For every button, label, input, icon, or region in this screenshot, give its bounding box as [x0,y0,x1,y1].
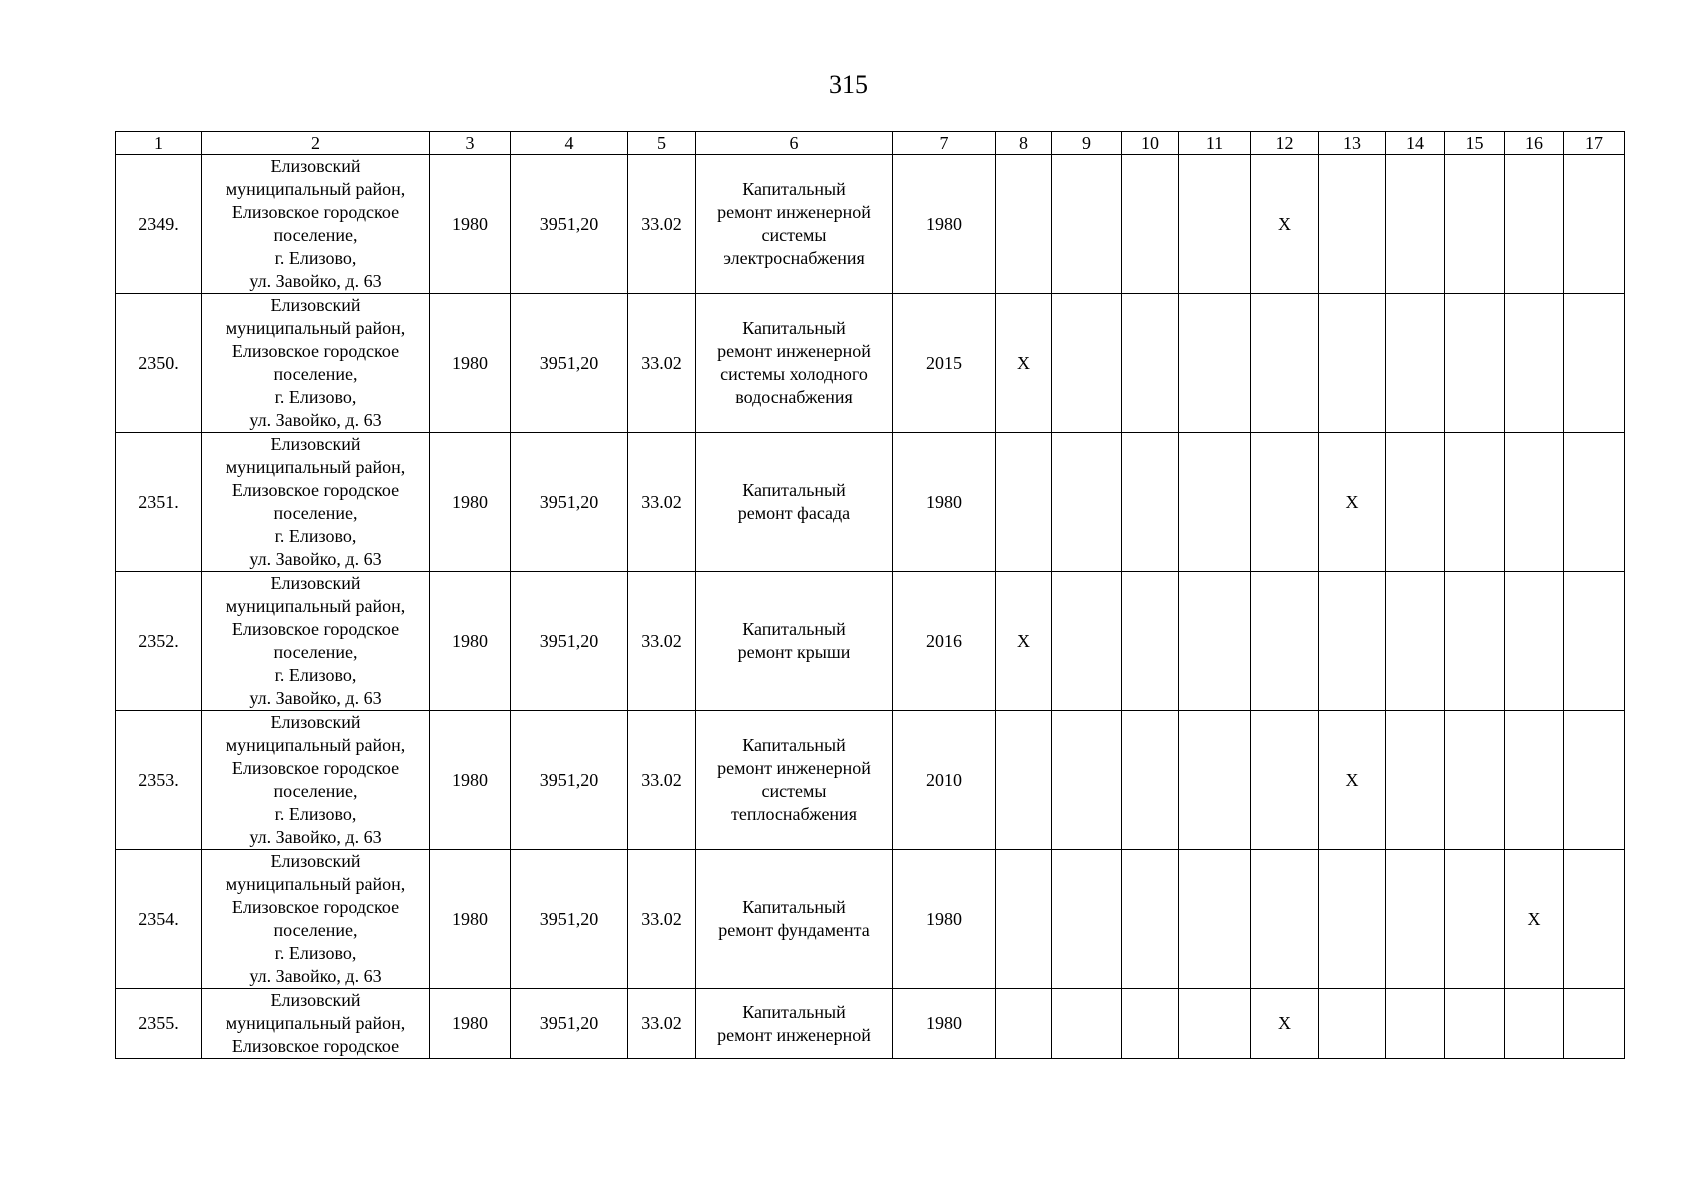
work-type-cell [696,294,893,433]
period-mark-cell [1179,989,1251,1059]
address-line: Елизовское городское [231,758,400,778]
period-mark-cell [1505,155,1564,294]
code-cell: 33.02 [628,572,696,711]
code-cell: 33.02 [628,155,696,294]
period-mark-cell [1505,989,1564,1059]
address-line: Елизовское городское [231,1036,400,1056]
period-mark-cell [1319,850,1386,989]
column-number: 1 [116,132,202,155]
period-mark-cell [1564,155,1625,294]
address-line: Елизовское городское [231,341,400,361]
address-line: муниципальный район, [225,457,406,477]
last-repair-year-cell: 2015 [893,294,996,433]
address-cell [202,294,430,433]
period-mark-cell [1122,850,1179,989]
address-line: поселение, [273,503,358,523]
area-cell: 3951,20 [511,989,628,1059]
period-mark-cell [1052,989,1122,1059]
column-number: 16 [1505,132,1564,155]
code-cell: 33.02 [628,711,696,850]
work-type-line: Капитальный [742,318,846,338]
period-mark-cell [1251,572,1319,711]
row-number-cell: 2354. [116,850,202,989]
period-mark-cell [1179,711,1251,850]
period-mark-cell [1251,850,1319,989]
period-mark-cell [1505,294,1564,433]
code-cell: 33.02 [628,433,696,572]
period-mark-cell [1386,850,1445,989]
work-type-line: теплоснабжения [731,804,857,824]
build-year-cell: 1980 [430,294,511,433]
period-mark-cell [1386,989,1445,1059]
row-number-cell: 2353. [116,711,202,850]
area-cell: 3951,20 [511,294,628,433]
table-row [116,711,1625,850]
address-line: поселение, [273,781,358,801]
work-type-line: водоснабжения [735,387,853,407]
period-mark-cell [1179,155,1251,294]
period-mark-cell [1052,155,1122,294]
period-mark-cell [1445,711,1505,850]
address-line: г. Елизово, [274,248,357,268]
table-row [116,155,1625,294]
period-mark-cell: X [996,572,1052,711]
work-type-cell [696,850,893,989]
last-repair-year-cell: 2016 [893,572,996,711]
period-mark-cell [1386,433,1445,572]
column-number: 14 [1386,132,1445,155]
table-row [116,989,1625,1059]
address-line: Елизовский [270,156,361,176]
column-number: 6 [696,132,893,155]
address-line: муниципальный район, [225,1013,406,1033]
period-mark-cell [1052,850,1122,989]
address-line: поселение, [273,642,358,662]
period-mark-cell [1319,294,1386,433]
period-mark-cell [1564,433,1625,572]
address-line: ул. Завойко, д. 63 [249,688,382,708]
period-mark-cell: X [1251,155,1319,294]
table-body [116,155,1625,1059]
address-line: Елизовский [270,295,361,315]
repair-register-table [115,131,1625,1059]
build-year-cell: 1980 [430,433,511,572]
area-cell: 3951,20 [511,433,628,572]
work-type-line: ремонт инженерной [717,341,871,361]
column-number-row [116,132,1625,155]
row-number-cell: 2352. [116,572,202,711]
work-type-line: ремонт фасада [737,503,851,523]
period-mark-cell [1564,711,1625,850]
column-number: 10 [1122,132,1179,155]
table-row [116,850,1625,989]
work-type-line: ремонт крыши [737,642,851,662]
row-number-cell: 2350. [116,294,202,433]
area-cell: 3951,20 [511,572,628,711]
work-type-line: Капитальный [742,1001,846,1022]
address-line: г. Елизово, [274,526,357,546]
table-row [116,572,1625,711]
column-number: 7 [893,132,996,155]
period-mark-cell [1122,433,1179,572]
work-type-cell [696,433,893,572]
work-type-line: системы холодного [720,364,868,384]
address-cell [202,850,430,989]
period-mark-cell [996,989,1052,1059]
period-mark-cell [1122,572,1179,711]
period-mark-cell [1445,294,1505,433]
period-mark-cell [1052,572,1122,711]
code-cell: 33.02 [628,850,696,989]
period-mark-cell [1319,572,1386,711]
build-year-cell: 1980 [430,989,511,1059]
work-type-line: системы [761,225,827,245]
work-type-line: Капитальный [742,480,846,500]
area-cell: 3951,20 [511,155,628,294]
period-mark-cell [996,433,1052,572]
last-repair-year-cell: 1980 [893,850,996,989]
period-mark-cell [1386,155,1445,294]
code-cell: 33.02 [628,294,696,433]
address-line: Елизовское городское [231,619,400,639]
period-mark-cell [1319,155,1386,294]
address-line: Елизовское городское [231,480,400,500]
period-mark-cell [1122,294,1179,433]
work-type-cell [696,989,893,1059]
column-number: 17 [1564,132,1625,155]
period-mark-cell [1251,433,1319,572]
address-line: г. Елизово, [274,665,357,685]
build-year-cell: 1980 [430,850,511,989]
period-mark-cell [1564,572,1625,711]
address-line: г. Елизово, [274,387,357,407]
period-mark-cell [1445,572,1505,711]
period-mark-cell [1386,711,1445,850]
column-number: 11 [1179,132,1251,155]
period-mark-cell [1445,989,1505,1059]
last-repair-year-cell: 1980 [893,433,996,572]
period-mark-cell [1564,294,1625,433]
work-type-cell [696,155,893,294]
address-line: муниципальный район, [225,318,406,338]
period-mark-cell [996,711,1052,850]
address-cell [202,989,430,1059]
work-type-line: ремонт фундамента [718,920,870,940]
address-line: Елизовский [270,851,361,871]
address-cell [202,572,430,711]
address-line: ул. Завойко, д. 63 [249,966,382,986]
period-mark-cell: X [996,294,1052,433]
address-line: поселение, [273,225,358,245]
last-repair-year-cell: 1980 [893,989,996,1059]
period-mark-cell [1122,155,1179,294]
period-mark-cell [1445,155,1505,294]
period-mark-cell [1386,572,1445,711]
address-line: ул. Завойко, д. 63 [249,271,382,291]
column-number: 4 [511,132,628,155]
period-mark-cell [1052,433,1122,572]
period-mark-cell: X [1251,989,1319,1059]
work-type-line: Капитальный [742,735,846,755]
work-type-line: Капитальный [742,619,846,639]
period-mark-cell [1505,572,1564,711]
area-cell: 3951,20 [511,711,628,850]
period-mark-cell [1505,433,1564,572]
address-line: муниципальный район, [225,596,406,616]
work-type-line: ремонт инженерной [717,202,871,222]
period-mark-cell [996,850,1052,989]
period-mark-cell [1564,850,1625,989]
address-line: Елизовский [270,573,361,593]
period-mark-cell: X [1319,433,1386,572]
period-mark-cell [1122,711,1179,850]
column-number: 13 [1319,132,1386,155]
period-mark-cell: X [1319,711,1386,850]
work-type-cell [696,711,893,850]
column-number: 2 [202,132,430,155]
period-mark-cell [1505,711,1564,850]
row-number-cell: 2355. [116,989,202,1059]
column-number: 8 [996,132,1052,155]
address-line: муниципальный район, [225,179,406,199]
last-repair-year-cell: 2010 [893,711,996,850]
period-mark-cell [1319,989,1386,1059]
address-line: Елизовское городское [231,202,400,222]
column-number: 9 [1052,132,1122,155]
work-type-line: электроснабжения [723,248,865,268]
column-number: 15 [1445,132,1505,155]
address-line: поселение, [273,364,358,384]
period-mark-cell [1052,294,1122,433]
period-mark-cell [1564,989,1625,1059]
period-mark-cell [1445,850,1505,989]
work-type-cell [696,572,893,711]
period-mark-cell [1445,433,1505,572]
table-row [116,294,1625,433]
address-line: Елизовское городское [231,897,400,917]
address-line: г. Елизово, [274,943,357,963]
address-line: г. Елизово, [274,804,357,824]
period-mark-cell [1052,711,1122,850]
address-cell [202,433,430,572]
last-repair-year-cell: 1980 [893,155,996,294]
period-mark-cell [996,155,1052,294]
work-type-line: ремонт инженерной [717,1024,871,1045]
period-mark-cell [1251,294,1319,433]
address-line: ул. Завойко, д. 63 [249,410,382,430]
address-line: Елизовский [270,990,361,1010]
period-mark-cell [1179,572,1251,711]
build-year-cell: 1980 [430,155,511,294]
column-number: 12 [1251,132,1319,155]
column-number: 3 [430,132,511,155]
period-mark-cell [1386,294,1445,433]
code-cell: 33.02 [628,989,696,1059]
table-row [116,433,1625,572]
period-mark-cell [1179,433,1251,572]
address-line: Елизовский [270,434,361,454]
row-number-cell: 2349. [116,155,202,294]
period-mark-cell [1122,989,1179,1059]
address-line: поселение, [273,920,358,940]
address-cell [202,155,430,294]
work-type-line: ремонт инженерной [717,758,871,778]
period-mark-cell [1179,850,1251,989]
page-number: 315 [829,70,868,99]
area-cell: 3951,20 [511,850,628,989]
address-cell [202,711,430,850]
address-line: Елизовский [270,712,361,732]
build-year-cell: 1980 [430,572,511,711]
column-number: 5 [628,132,696,155]
work-type-line: Капитальный [742,897,846,917]
period-mark-cell: X [1505,850,1564,989]
work-type-line: системы [761,781,827,801]
period-mark-cell [1251,711,1319,850]
address-line: муниципальный район, [225,735,406,755]
row-number-cell: 2351. [116,433,202,572]
address-line: муниципальный район, [225,874,406,894]
address-line: ул. Завойко, д. 63 [249,827,382,847]
build-year-cell: 1980 [430,711,511,850]
address-line: ул. Завойко, д. 63 [249,549,382,569]
period-mark-cell [1179,294,1251,433]
work-type-line: Капитальный [742,179,846,199]
